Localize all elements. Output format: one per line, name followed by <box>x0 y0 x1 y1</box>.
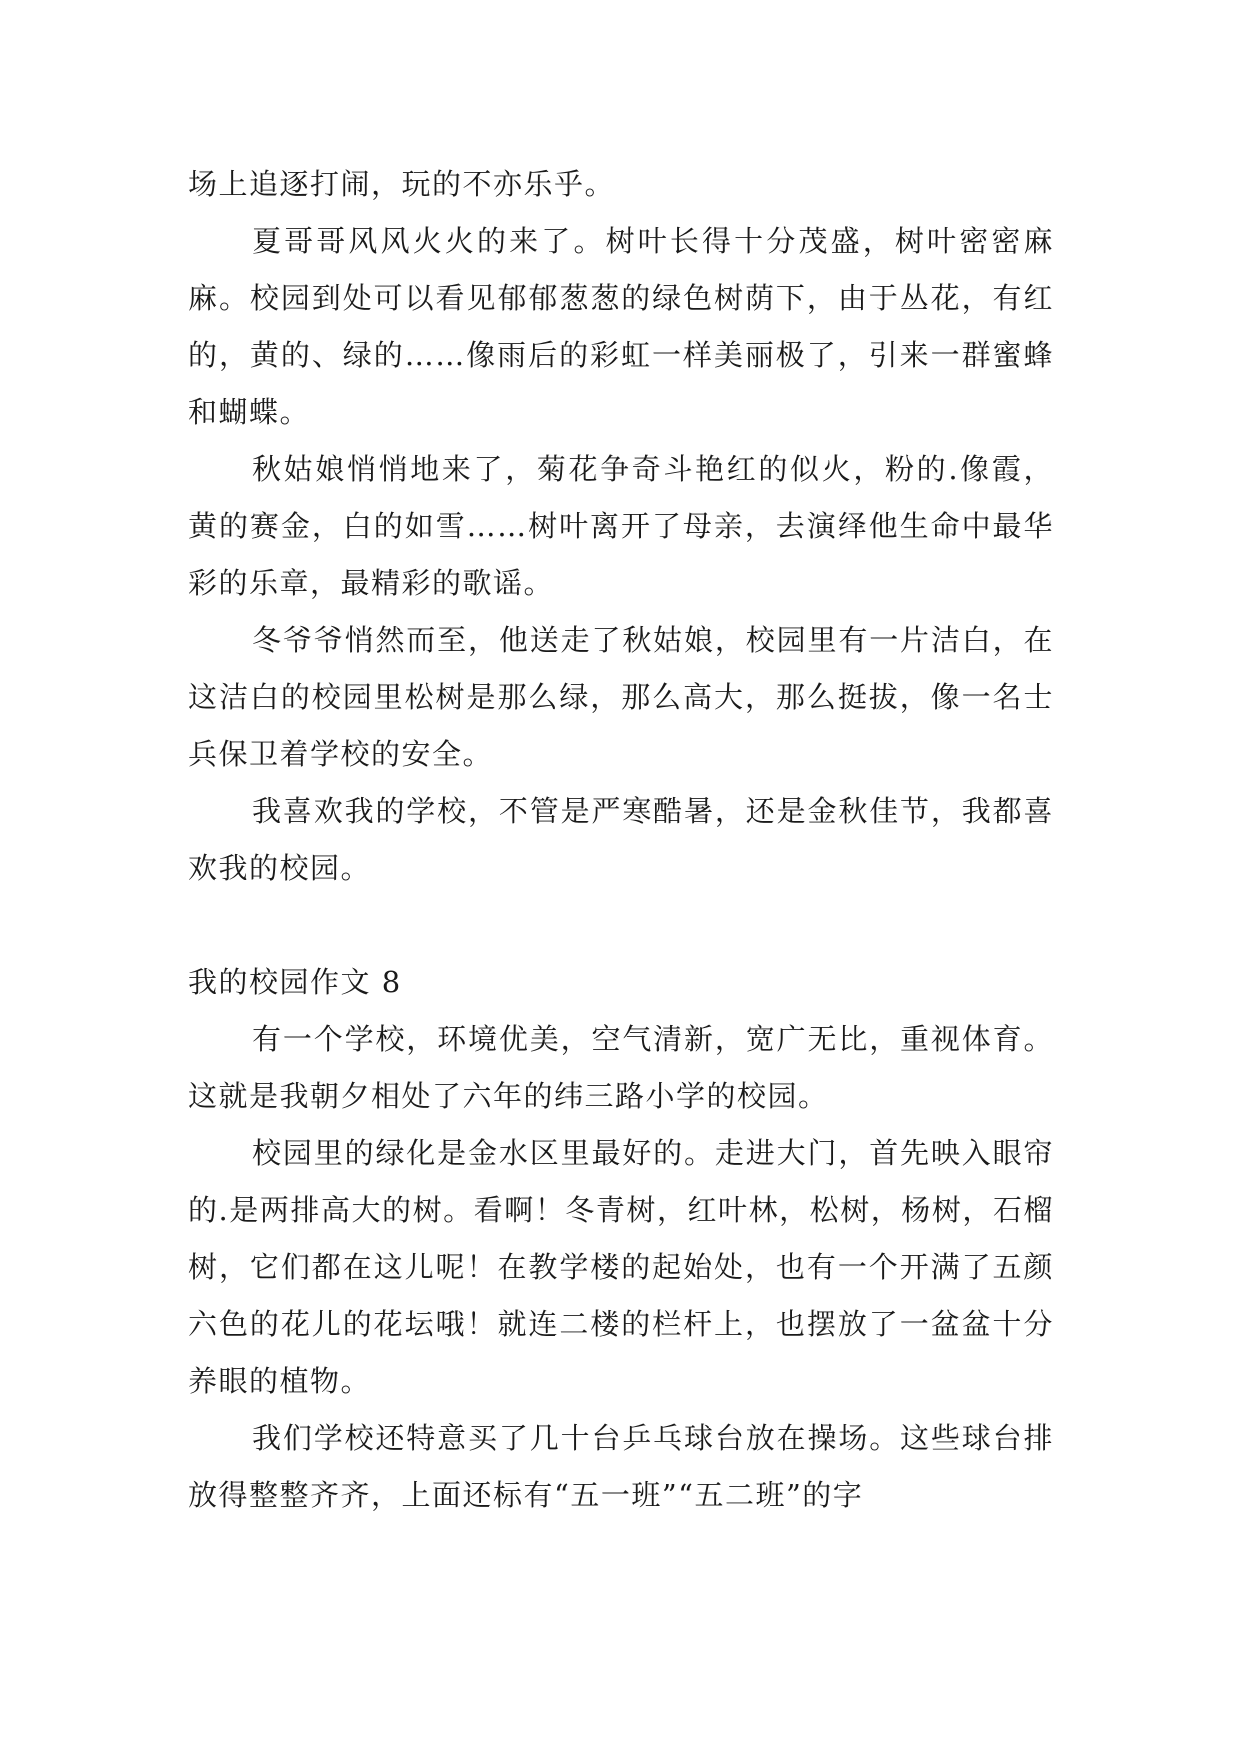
paragraph-summer: 夏哥哥风风火火的来了。树叶长得十分茂盛，树叶密密麻麻。校园到处可以看见郁郁葱葱的绿色树荫下，由于丛花，有红的，黄的、绿的……像雨后的彩虹一样美丽极了，引来一群蜜蜂和蝴蝶。 <box>188 224 1054 429</box>
paragraph-continuation: 场上追逐打闹，玩的不亦乐乎。 <box>188 167 616 201</box>
paragraph-intro: 有一个学校，环境优美，空气清新，宽广无比，重视体育。这就是我朝夕相处了六年的纬三路小学的校园。 <box>188 1022 1054 1113</box>
paragraph-conclusion: 我喜欢我的学校，不管是严寒酷暑，还是金秋佳节，我都喜欢我的校园。 <box>188 794 1054 885</box>
section-title: 我的校园作文 8 <box>188 965 402 999</box>
section-spacer <box>188 897 1054 954</box>
paragraph-ping-pong: 我们学校还特意买了几十台乒乓球台放在操场。这些球台排放得整整齐齐，上面还标有“五一班”“五二班”的字 <box>188 1421 1054 1512</box>
document-body <box>188 156 1054 1524</box>
paragraph-autumn: 秋姑娘悄悄地来了，菊花争奇斗艳红的似火，粉的.像霞，黄的赛金，白的如雪……树叶离开了母亲，去演绎他生命中最华彩的乐章，最精彩的歌谣。 <box>188 452 1054 600</box>
paragraph-greenery: 校园里的绿化是金水区里最好的。走进大门，首先映入眼帘的.是两排高大的树。看啊！冬青树，红叶林，松树，杨树，石榴树，它们都在这儿呢！在教学楼的起始处，也有一个开满了五颜六色的花儿的花坛哦！就连二楼的栏杆上，也摆放了一盆盆十分养眼的植物。 <box>188 1136 1054 1398</box>
paragraph-winter: 冬爷爷悄然而至，他送走了秋姑娘，校园里有一片洁白，在这洁白的校园里松树是那么绿，那么高大，那么挺拔，像一名士兵保卫着学校的安全。 <box>188 623 1054 771</box>
